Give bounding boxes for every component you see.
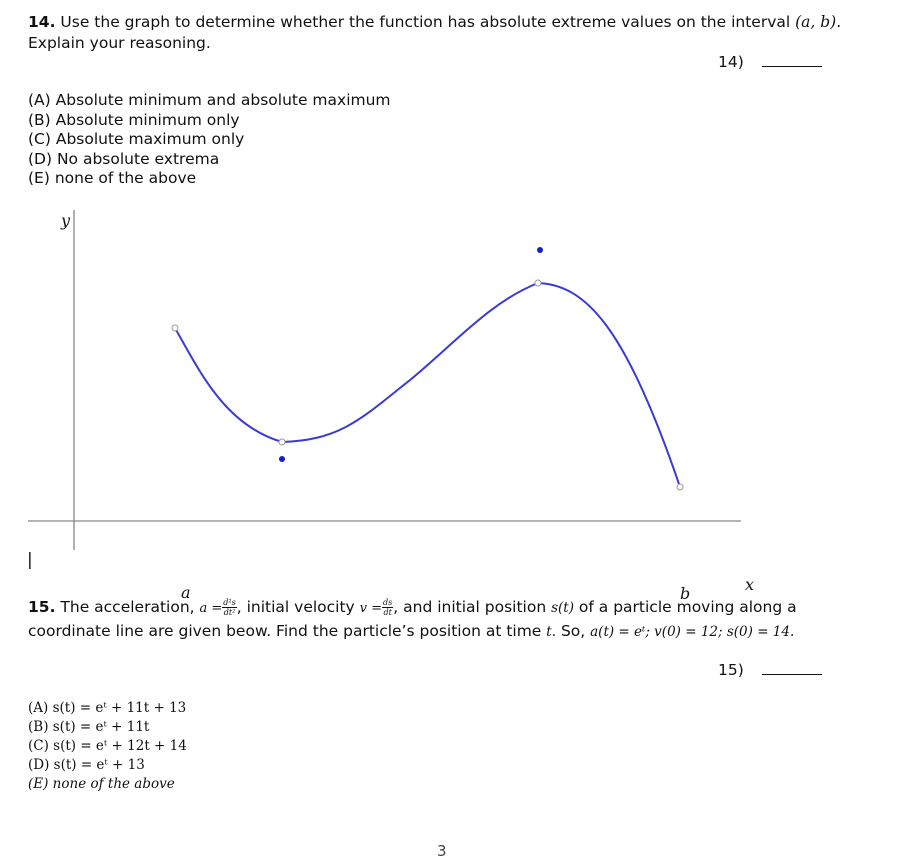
open-endpoint-a xyxy=(172,325,178,331)
q14-number: 14. xyxy=(28,13,56,31)
q15-text-part1: The acceleration, xyxy=(60,598,195,616)
q15-answer-line xyxy=(762,674,822,675)
q15-accel-num: d²s xyxy=(223,598,236,607)
q15-text-part2: , initial velocity xyxy=(236,598,355,616)
function-curve xyxy=(175,283,680,487)
q15-accel-var: a = xyxy=(199,601,223,616)
q15-accel-den: dt² xyxy=(223,608,236,617)
q14-text-line1: Use the graph to determine whether the function has absolute extreme values on the interval xyxy=(60,13,791,31)
q15-choice-c[interactable]: (C) s(t) = eᵗ + 12t + 14 xyxy=(28,738,187,754)
q15-answer-blank[interactable] xyxy=(718,660,822,681)
text-cursor: | xyxy=(27,550,33,570)
q15-choice-e[interactable]: (E) none of the above xyxy=(28,776,175,792)
q15-choices xyxy=(28,699,187,794)
q15-prompt-line2 xyxy=(28,621,794,643)
page-number: 3 xyxy=(437,842,447,860)
b-label: b xyxy=(680,584,691,603)
q15-text-part4: of a particle moving along a xyxy=(578,598,797,616)
q14-choice-b[interactable]: (B) Absolute minimum only xyxy=(28,110,240,129)
q15-vel-num: ds xyxy=(383,598,393,607)
q15-text-line2: coordinate line are given beow. Find the particle’s position at time xyxy=(28,622,542,640)
q15-text-part3: , and initial position xyxy=(393,598,547,616)
q15-pos-expr: s(t) xyxy=(551,600,574,616)
q15-choice-b[interactable]: (B) s(t) = eᵗ + 11t xyxy=(28,719,150,735)
a-label: a xyxy=(181,583,191,602)
q15-conditions: a(t) = eᵗ; v(0) = 12; s(0) = 14. xyxy=(590,624,795,640)
q14-text-line2: Explain your reasoning. xyxy=(28,34,211,52)
q14-answer-label: 14) xyxy=(718,53,744,71)
open-point-max xyxy=(535,280,541,286)
filled-point-below-min xyxy=(279,456,285,462)
q15-so: So, xyxy=(560,622,586,640)
q15-accel-fraction xyxy=(222,598,236,617)
q14-choice-a[interactable]: (A) Absolute minimum and absolute maximum xyxy=(28,91,391,109)
open-endpoint-b xyxy=(677,484,683,490)
q15-prompt-line1 xyxy=(28,597,797,619)
q15-vel-den: dt xyxy=(383,608,392,617)
q14-interval: (a, b). xyxy=(795,13,842,31)
filled-point-above-max xyxy=(537,247,543,253)
q15-vel-fraction xyxy=(382,598,393,617)
q14-choice-d[interactable]: (D) No absolute extrema xyxy=(28,149,220,168)
q14-choice-e[interactable]: (E) none of the above xyxy=(28,169,197,187)
q15-choice-a[interactable]: (A) s(t) = eᵗ + 11t + 13 xyxy=(28,700,187,716)
q15-number: 15. xyxy=(28,598,56,616)
open-point-min xyxy=(279,439,285,445)
q15-vel-var: v = xyxy=(359,601,383,616)
q15-answer-label: 15) xyxy=(718,661,744,679)
y-axis-label: y xyxy=(61,211,71,230)
q14-choice-c[interactable]: (C) Absolute maximum only xyxy=(28,130,245,148)
q15-choice-d[interactable]: (D) s(t) = eᵗ + 13 xyxy=(28,757,145,773)
q15-t-var: t. xyxy=(546,624,556,640)
x-axis-label: x xyxy=(745,575,755,594)
